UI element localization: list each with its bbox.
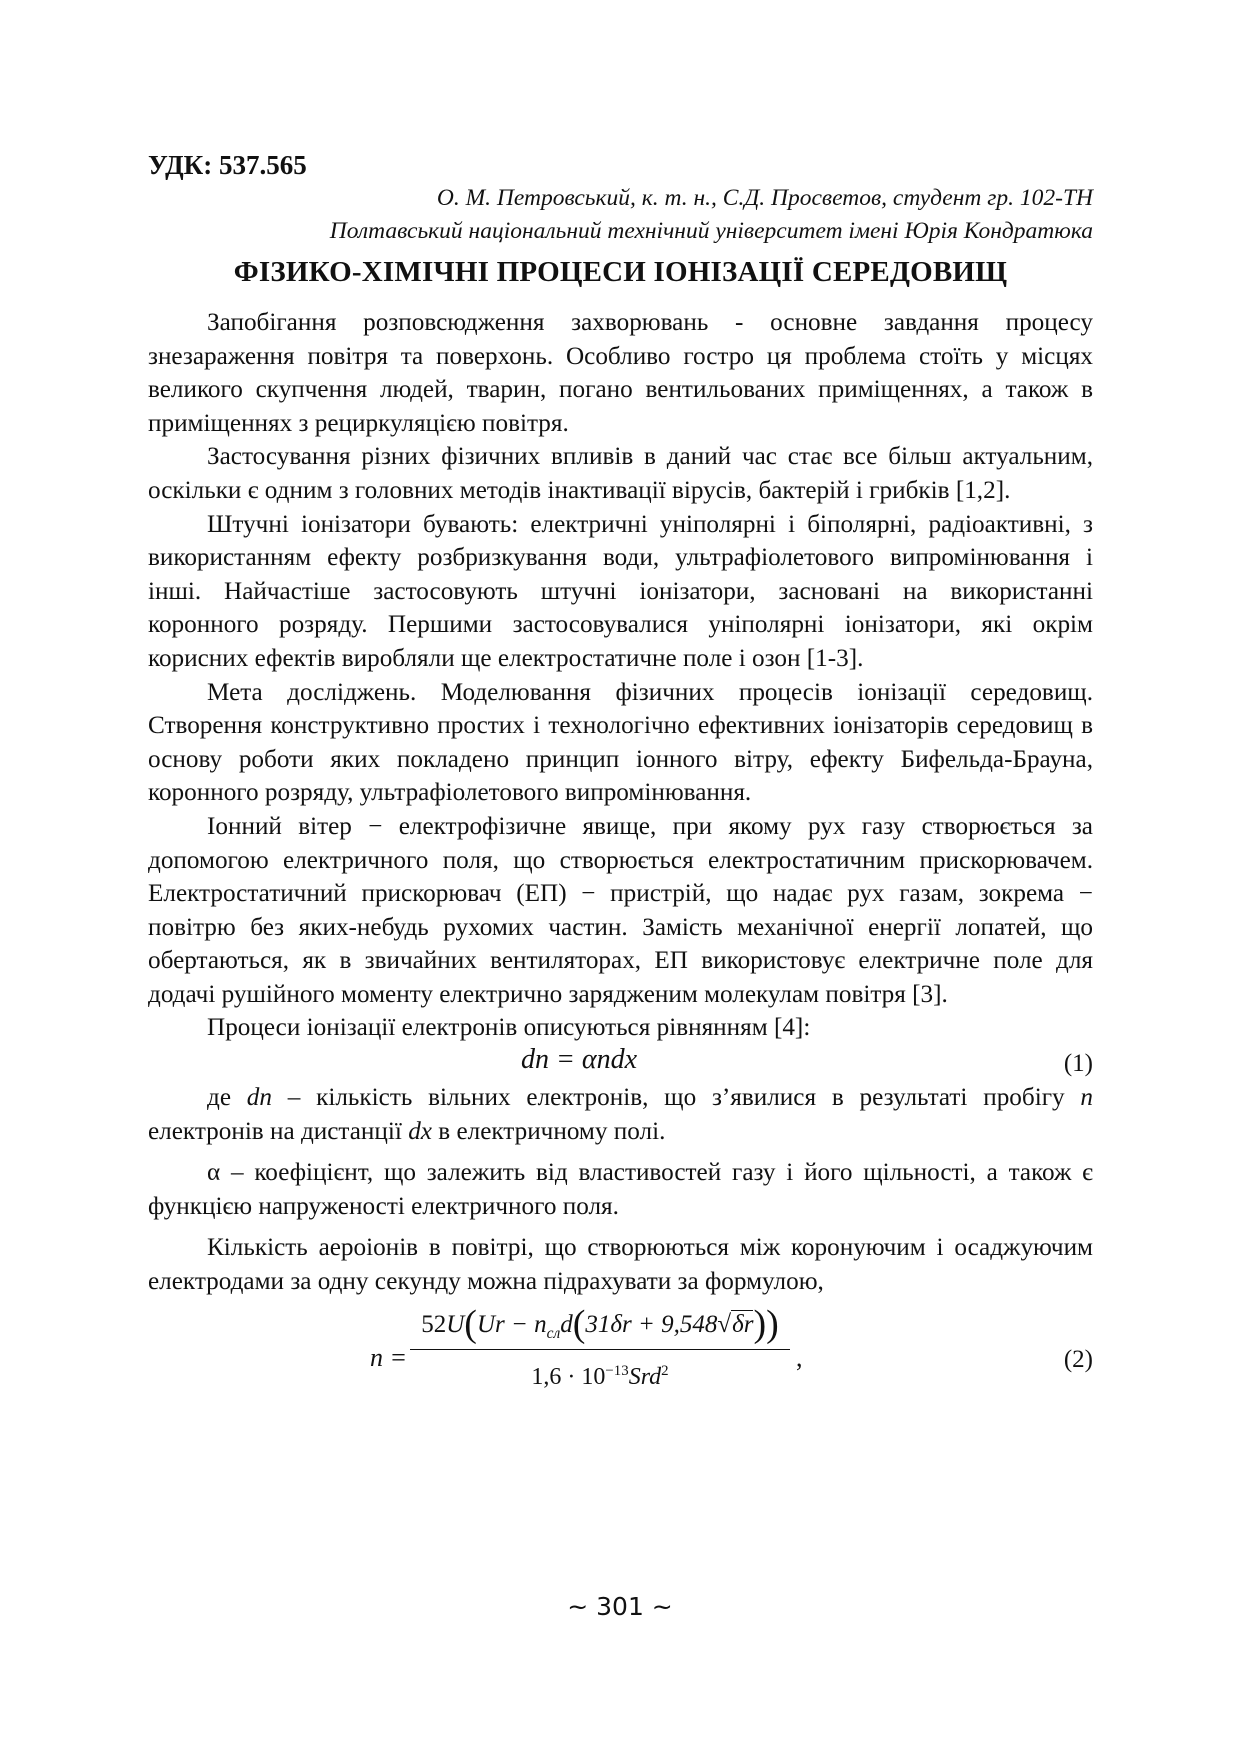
sqrt-sign: √ xyxy=(717,1310,732,1338)
author-block xyxy=(330,182,1093,248)
variable-dx: dx xyxy=(408,1117,432,1145)
paren-close: )) xyxy=(753,1302,779,1345)
den-vars: Srd xyxy=(628,1363,662,1390)
paragraph: Кількість аероіонів в повітрі, що створюються між коронуючим і осаджуючим електродами за одну секунду можна підрахувати за формулою, xyxy=(148,1234,1093,1296)
affiliation-line: Полтавський національний технічний університет імені Юрія Кондратюка xyxy=(329,218,1093,244)
paragraph: α – коефіцієнт, що залежить від властивостей газу і його щільності, а також є функцією напруженості електричного поля. xyxy=(148,1159,1093,1220)
paragraph: Процеси іонізації електронів описуються рівнянням [4]: xyxy=(207,1014,811,1042)
fraction-bar xyxy=(410,1349,790,1350)
equation-2 xyxy=(148,1301,1093,1405)
paragraph: Мета досліджень. Моделювання фізичних процесів іонізації середовищ. Створення конструктивно простих і технологічно ефективних іонізаторів середовищ в основу роботи яких покладено принцип іонного вітру, ефекту Бифельда-Брауна, коронного розряду, ультрафіолетового випромінювання. xyxy=(148,678,1093,807)
page-number: ~ 301 ~ xyxy=(567,1592,673,1621)
paren-open: ( xyxy=(464,1302,477,1345)
text-span: в електричному полі. xyxy=(431,1117,666,1145)
variable-n: n xyxy=(1080,1084,1093,1112)
equation-1 xyxy=(148,1045,1093,1081)
equation-2-fraction xyxy=(410,1301,790,1394)
num-coef: 52 xyxy=(421,1310,447,1338)
num-var-u: U xyxy=(446,1310,465,1338)
equation-1-number: (1) xyxy=(1063,1050,1093,1078)
paragraph: Штучні іонізатори бувають: електричні уніполярні і біполярні, радіоактивні, з використанням ефекту розбризкування води, ультрафіолетового випромінювання і інші. Найчастіше застосовують штучні іонізатори, засновані на використанні коронного розряду. Першими застосовувалися уніполярні іонізатори, які окрім корисних ефектів виробляли ще електростатичне поле і озон [1-3]. xyxy=(148,510,1093,672)
paper-title: ФІЗИКО-ХІМІЧНІ ПРОЦЕСИ ІОНІЗАЦІЇ СЕРЕДОВИЩ xyxy=(233,256,1008,288)
paragraph: Іонний вітер − електрофізичне явище, при якому рух газу створюється за допомогою електричного поля, що створюється електростатичним прискорювачем. Електростатичний прискорювач (ЕП) − пристрій, що надає рух газам, зокрема − повітрю без яких-небудь рухомих частин. Замість механічної енергії лопатей, що обертаються, як в звичайних вентиляторах, ЕП використовує електричне поле для додачі рушійного моменту електрично зарядженим молекулам повітря [3]. xyxy=(148,812,1093,1008)
num-subscript: сл xyxy=(546,1324,561,1342)
equation-2-number: (2) xyxy=(1063,1345,1093,1373)
paren-open: ( xyxy=(572,1302,586,1345)
paragraph: Застосування різних фізичних впливів в даний час стає все більш актуальним, оскільки є одним з головних методів інактивації вірусів, бактерій і грибків [1,2]. xyxy=(148,443,1093,504)
num-inner: 31δr + 9,548 xyxy=(585,1310,718,1338)
equation-2-comma: , xyxy=(796,1342,803,1372)
den-exponent-2: 2 xyxy=(661,1362,669,1379)
den-exponent: −13 xyxy=(605,1362,629,1379)
den-coef: 1,6 · 10 xyxy=(531,1363,606,1390)
text-span: електронів на дистанції xyxy=(148,1117,409,1145)
equation-1-formula: dn = αndx xyxy=(521,1044,638,1076)
paper-body xyxy=(148,306,1093,1405)
equation-2-lhs: n = xyxy=(370,1342,408,1372)
authors-line: О. М. Петровський, к. т. н., С.Д. Просветов, студент гр. 102-ТН xyxy=(436,185,1093,211)
num-sqrt-arg: δr xyxy=(732,1310,754,1338)
equation-2-denominator xyxy=(410,1354,790,1394)
text-span: – кількість вільних електронів, що з’явилися в результаті пробігу xyxy=(271,1084,1081,1112)
paragraph: Запобігання розповсюдження захворювань - основне завдання процесу знезараження повітря та поверхонь. Особливо гостро ця проблема стоїть у місцях великого скупчення людей, тварин, погано вентильованих приміщеннях, а також в приміщеннях з рециркуляцією повітря. xyxy=(148,309,1093,437)
text-span: де xyxy=(207,1084,247,1112)
udk-code: УДК: 537.565 xyxy=(148,150,307,180)
num-var-d: d xyxy=(560,1310,573,1338)
num-term: Ur − n xyxy=(476,1310,547,1338)
variable-dn: dn xyxy=(246,1084,272,1112)
equation-2-numerator xyxy=(410,1301,790,1347)
paragraph xyxy=(148,1081,1093,1148)
